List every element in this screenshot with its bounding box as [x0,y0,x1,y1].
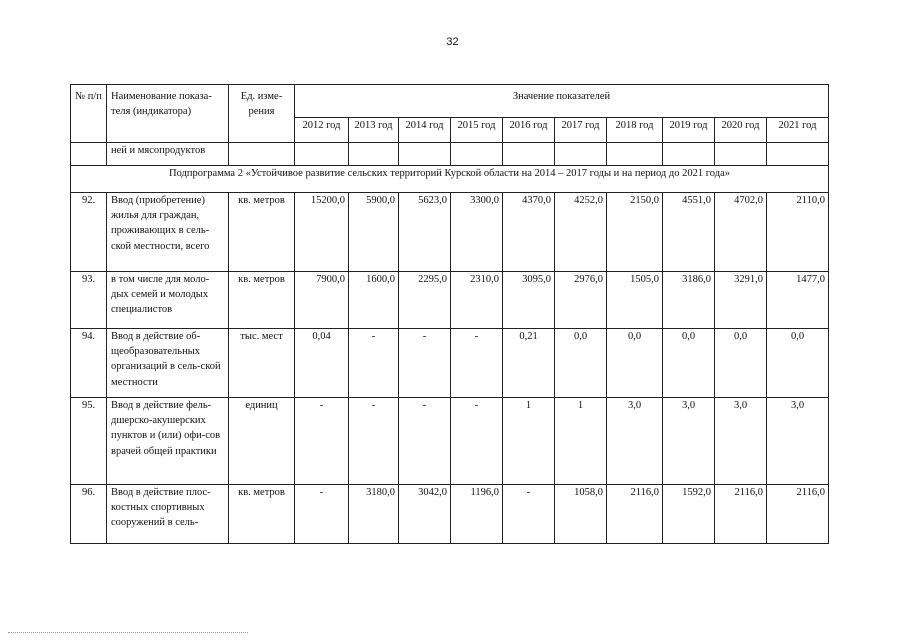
row-value: 4370,0 [503,193,555,272]
row-value: 0,04 [295,329,349,398]
header-num: № п/п [71,85,107,143]
header-year: 2017 год [555,118,607,143]
row-value: - [295,398,349,485]
row-value: 7900,0 [295,272,349,329]
row-num: 93. [71,272,107,329]
row-value: 3291,0 [715,272,767,329]
row-value: 1505,0 [607,272,663,329]
row-unit: тыс. мест [229,329,295,398]
row-name: Ввод в действие плос-костных спортивных сооружений в сель- [107,485,229,544]
header-year: 2013 год [349,118,399,143]
row-value: 2976,0 [555,272,607,329]
row-value: 3,0 [715,398,767,485]
row-value: 2150,0 [607,193,663,272]
row-value: 3095,0 [503,272,555,329]
continuation-row [71,143,829,166]
row-value: 0,0 [555,329,607,398]
row-value: 3,0 [607,398,663,485]
header-year: 2012 год [295,118,349,143]
row-name: Ввод в действие фель-дшерско-акушерских пунктов и (или) офи-сов врачей общей практики [107,398,229,485]
row-value: 0,0 [607,329,663,398]
row-value: 2295,0 [399,272,451,329]
row-value: - [503,485,555,544]
row-value: 0,0 [663,329,715,398]
row-value: 0,0 [767,329,829,398]
scan-artifact-line [8,632,248,633]
row-value: 4702,0 [715,193,767,272]
row-value: 3042,0 [399,485,451,544]
row-value: 2116,0 [767,485,829,544]
header-year: 2016 год [503,118,555,143]
row-value: 4252,0 [555,193,607,272]
row-unit: единиц [229,398,295,485]
row-value: 3,0 [767,398,829,485]
row-value: - [349,329,399,398]
row-value: 4551,0 [663,193,715,272]
table-row [71,329,829,398]
row-value: - [451,398,503,485]
row-value: 1592,0 [663,485,715,544]
row-value: - [399,398,451,485]
row-value: - [349,398,399,485]
row-value: - [451,329,503,398]
row-num: 92. [71,193,107,272]
row-value: 1600,0 [349,272,399,329]
continuation-text: ней и мясопродуктов [107,143,229,166]
row-value: 5900,0 [349,193,399,272]
row-num: 95. [71,398,107,485]
row-value: 1 [555,398,607,485]
row-value: 2116,0 [715,485,767,544]
header-year: 2021 год [767,118,829,143]
table-row [71,193,829,272]
row-value: 3180,0 [349,485,399,544]
header-unit: Ед. изме-рения [229,85,295,143]
row-value: 1196,0 [451,485,503,544]
page-number: 32 [446,36,459,48]
header-year: 2018 год [607,118,663,143]
row-name: Ввод в действие об-щеобразовательных организаций в сель-ской местности [107,329,229,398]
row-name: Ввод (приобретение) жилья для граждан, проживающих в сель-ской местности, всего [107,193,229,272]
row-value: 0,21 [503,329,555,398]
row-unit: кв. метров [229,272,295,329]
subprogram-title: Подпрограмма 2 «Устойчивое развитие сельских территорий Курской области на 2014 – 2017 годы и на период до 2021 года» [71,166,829,193]
row-value: 1 [503,398,555,485]
row-value: 2116,0 [607,485,663,544]
row-num: 96. [71,485,107,544]
subprogram-row [71,166,829,193]
table-row [71,398,829,485]
row-value: 1477,0 [767,272,829,329]
row-name: в том числе для моло-дых семей и молодых специалистов [107,272,229,329]
header-year: 2019 год [663,118,715,143]
row-value: 0,0 [715,329,767,398]
header-year: 2015 год [451,118,503,143]
header-year: 2014 год [399,118,451,143]
table-row [71,272,829,329]
table-row [71,485,829,544]
indicators-table [70,84,829,544]
header-year: 2020 год [715,118,767,143]
row-value: 3186,0 [663,272,715,329]
header-values-group: Значение показателей [295,85,829,118]
row-num: 94. [71,329,107,398]
row-value: 1058,0 [555,485,607,544]
row-value: 2110,0 [767,193,829,272]
row-value: - [399,329,451,398]
row-value: 15200,0 [295,193,349,272]
header-name: Наименование показа-теля (индикатора) [107,85,229,143]
row-value: 5623,0 [399,193,451,272]
row-unit: кв. метров [229,193,295,272]
row-value: 3,0 [663,398,715,485]
row-unit: кв. метров [229,485,295,544]
row-value: 2310,0 [451,272,503,329]
row-value: - [295,485,349,544]
row-value: 3300,0 [451,193,503,272]
